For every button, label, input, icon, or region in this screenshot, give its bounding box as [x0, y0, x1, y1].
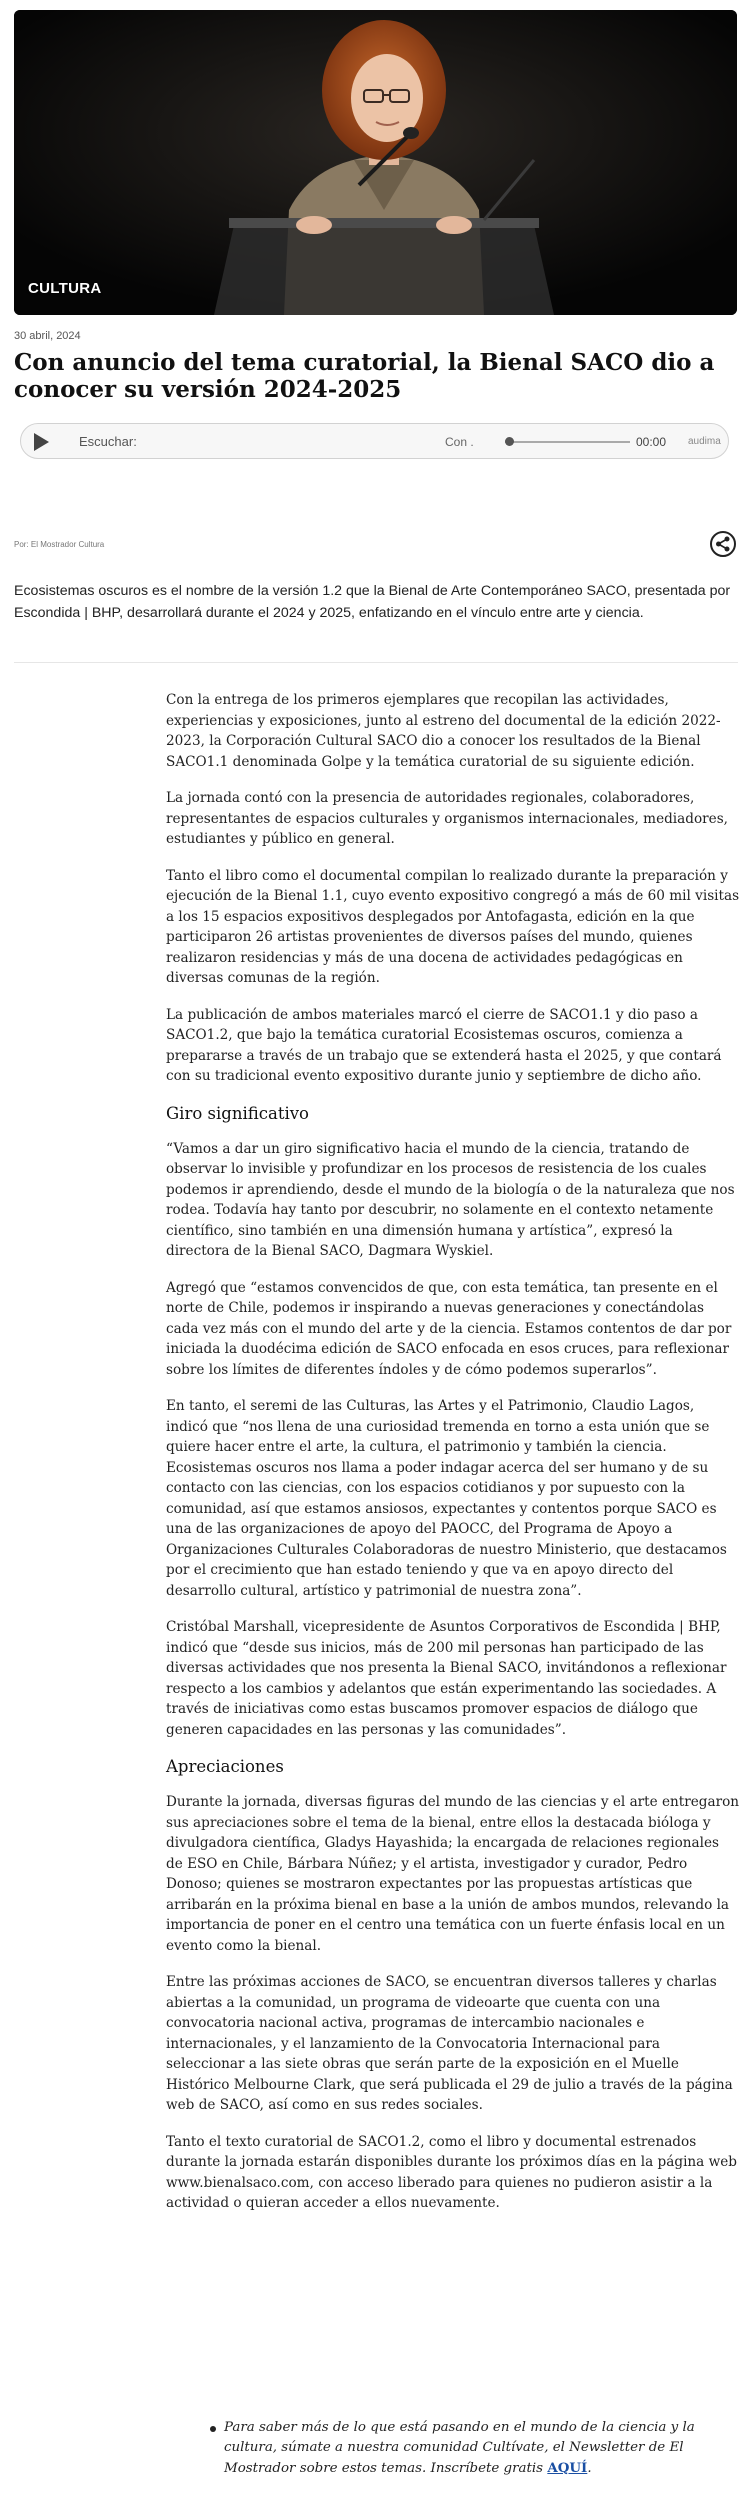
paragraph: Tanto el texto curatorial de SACO1.2, como el libro y documental estrenados durante la jornada estarán disponibles durante los próximos días en la página web www.bienalsaco.com, con acceso liberado para quienes no pudieron asistir a la actividad o quieran acceder a ellos nuevamente.: [166, 2133, 737, 2211]
player-brand[interactable]: audima: [688, 436, 721, 447]
paragraph: “Vamos a dar un giro significativo hacia el mundo de la ciencia, tratando de observar lo invisible y profundizar en los procesos de resistencia de los cuales podemos ir aprendiendo, desde el mundo de la biología o de la naturaleza que nos rodea. Todavía hay tanto por descubrir, no solamente en el contexto netamente científico, sino también en una dimensión humana y artística”, expresó la directora de la Bienal SACO, Dagmara Wyskiel.: [166, 1140, 735, 1259]
play-icon[interactable]: [34, 433, 49, 451]
paragraph: Cristóbal Marshall, vicepresidente de Asuntos Corporativos de Escondida | BHP, indicó que “desde sus inicios, más de 200 mil personas han participado de las diversas actividades que nos presenta la Bienal SACO, invitándonos a reflexionar respecto a los cambios y adelantos que están experimentando las sociedades. A través de iniciativas como estas buscamos promover espacios de diálogo que generen capacidades en las personas y las comunidades”.: [166, 1619, 727, 1738]
player-time: 00:00: [636, 435, 667, 449]
paragraph: Durante la jornada, diversas figuras del mundo de las ciencias y el arte entregaron sus apreciaciones sobre el tema de la bienal, entre ellos la destacada bióloga y divulgadora científica, Gladys Hayashida; la encargada de relaciones regionales de ESO en Chile, Bárbara Núñez; y el artista, investigador y curador, Pedro Donoso; quienes se mostraron expectantes por las propuestas artísticas que arribarán en la próxima bienal en base a la unión de ambos mundos, relevando la importancia de poner en el centro una temática con un fuerte énfasis local en un evento como la bienal.: [166, 1794, 740, 1954]
section-heading: Apreciaciones: [166, 1757, 284, 1776]
byline: Por: El Mostrador Cultura: [14, 540, 105, 549]
article-lead: Ecosistemas oscuros es el nombre de la versión 1.2 que la Bienal de Arte Contemporáneo SACO, presentada por Escondida | BHP, desarrollará durante el 2024 y 2025, enfatizando en el vínculo entre arte y ciencia.: [14, 583, 731, 621]
category-badge[interactable]: CULTURA: [28, 280, 102, 297]
progress-track[interactable]: [505, 441, 630, 443]
paragraph: En tanto, el seremi de las Culturas, las Artes y el Patrimonio, Claudio Lagos, indicó que “nos llena de una curiosidad tremenda en torno a esta unión que se quiere hacer entre el arte, la cultura, el patrimonio y también la ciencia. Ecosistemas oscuros nos llama a poder indagar acerca del ser humano y de su contacto con las ciencias, con los espacios cotidianos y por supuesto con la comunidad, así que estamos ansiosos, expectantes y contentos porque SACO es una de las organizaciones de apoyo del PAOCC, del Programa de Apoyo a Organizaciones Culturales Colaboradoras de nuestro Ministerio, que destacamos por el crecimiento que han estado teniendo y que va en apoyo directo del desarrollo cultural, artístico y patrimonial de nuestra zona”.: [166, 1398, 727, 1599]
player-con-label: Con .: [445, 435, 474, 449]
bullet-icon: [210, 2426, 216, 2432]
paragraph: Entre las próximas acciones de SACO, se encuentran diversos talleres y charlas abiertas a la comunidad, un programa de videoarte que cuenta con una convocatoria nacional activa, programas de intercambio nacionales e internacionales, y el lanzamiento de la Convocatoria Internacional para seleccionar a las siete obras que serán parte de la exposición en el Muelle Histórico Melbourne Clark, que será publicada el 29 de julio a través de la página web de SACO, así como en sus redes sociales.: [166, 1974, 733, 2113]
listen-label: Escuchar:: [79, 434, 137, 449]
article-body: [166, 690, 740, 2230]
speaker-photo: [14, 10, 737, 315]
newsletter-end: .: [587, 2461, 592, 2476]
paragraph: Agregó que “estamos convencidos de que, con esta temática, tan presente en el norte de Chile, podemos ir inspirando a nuevas generaciones y conectándolas cada vez más con el mundo del arte y de la ciencia. Estamos contentos de dar por iniciada la duodécima edición de SACO enfocada en esos cruces, para reflexionar sobre los límites de diferentes índoles y de cómo podemos superarlos”.: [166, 1279, 732, 1378]
newsletter-text: Para saber más de lo que está pasando en el mundo de la ciencia y la cultura, súmate a nuestra comunidad Cultívate, el Newsletter de El Mostrador sobre estos temas. Inscríbete gratis: [224, 2420, 695, 2476]
paragraph: Tanto el libro como el documental compilan lo realizado durante la preparación y ejecución de la Bienal 1.1, cuyo evento expositivo congregó a más de 60 mil visitas a los 15 espacios expositivos desplegados por Antofagasta, edición en la que participaron 26 artistas provenientes de diversos países del mundo, quienes realizaron residencias y más de una docena de actividades pedagógicas en diversas comunas de la región.: [166, 867, 740, 986]
hero-image[interactable]: [14, 10, 737, 315]
divider: [14, 662, 738, 663]
paragraph: Con la entrega de los primeros ejemplares que recopilan las actividades, experiencias y exposiciones, junto al estreno del documental de la edición 2022-2023, la Corporación Cultural SACO dio a conocer los resultados de la Bienal SACO1.1 denominada Golpe y la temática curatorial de su siguiente edición.: [166, 692, 721, 770]
newsletter-link[interactable]: AQUÍ: [547, 2460, 588, 2476]
article-title: Con anuncio del tema curatorial, la Bienal SACO dio a conocer su versión 2024-2025: [14, 349, 715, 403]
share-button[interactable]: [710, 531, 736, 557]
progress-knob[interactable]: [505, 437, 514, 446]
section-heading: Giro significativo: [166, 1103, 309, 1123]
newsletter-note: [224, 2418, 724, 2479]
audio-player: [20, 423, 729, 459]
paragraph: La jornada contó con la presencia de autoridades regionales, colaboradores, representantes de espacios culturales y organismos internacionales, mediadores, estudiantes y público en general.: [166, 790, 728, 847]
share-icon: [712, 533, 734, 555]
publish-date: 30 abril, 2024: [14, 330, 81, 342]
paragraph: La publicación de ambos materiales marcó el cierre de SACO1.1 y dio paso a SACO1.2, que bajo la temática curatorial Ecosistemas oscuros, comienza a prepararse a través de un trabajo que se extenderá hasta el 2025, y que contará con su tradicional evento expositivo durante junio y septiembre de dicho año.: [166, 1006, 722, 1084]
